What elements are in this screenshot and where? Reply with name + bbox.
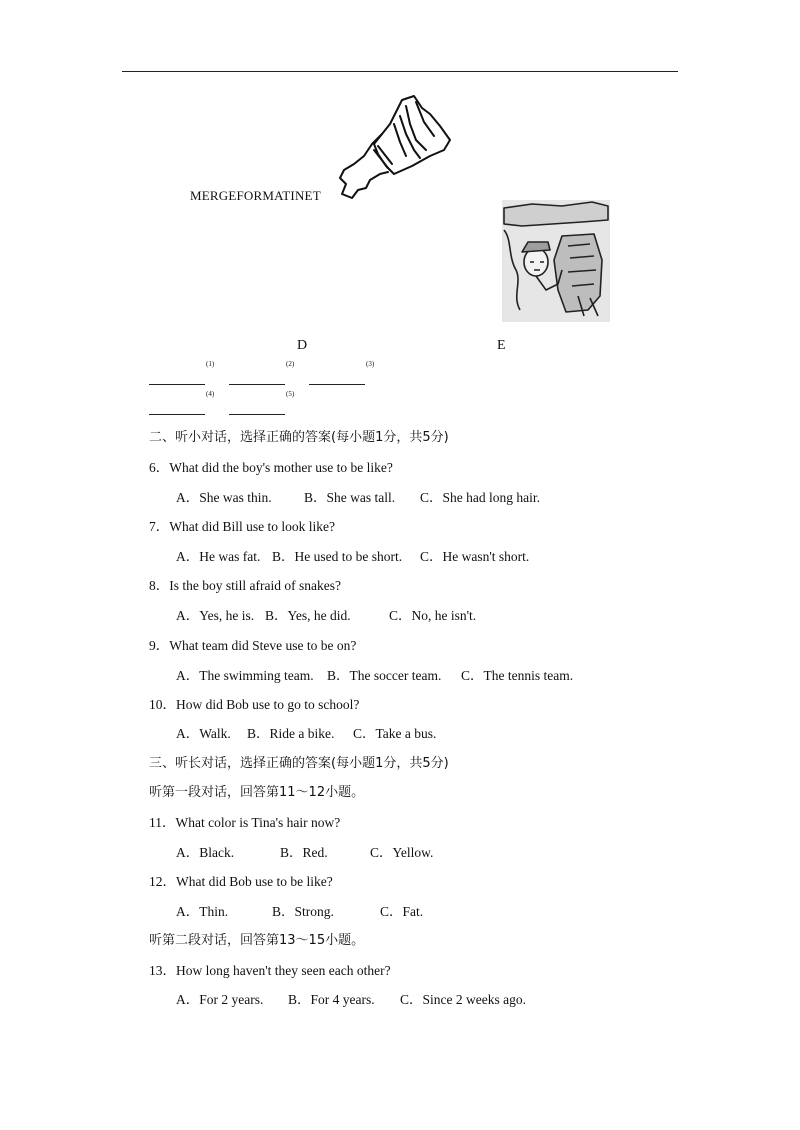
picture-d-dress — [330, 94, 452, 202]
question-8-option-a[interactable]: A．Yes, he is. — [176, 608, 255, 623]
question-13-option-a[interactable]: A．For 2 years. — [176, 992, 264, 1007]
question-6-option-c[interactable]: C．She had long hair. — [420, 490, 540, 505]
answer-blank-2[interactable]: (2) — [229, 367, 294, 381]
question-7-option-a[interactable]: A．He was fat. — [176, 549, 261, 564]
question-11-option-b[interactable]: B．Red. — [280, 845, 328, 860]
question-7-option-b[interactable]: B．He used to be short. — [272, 549, 403, 564]
caption-e: E — [497, 338, 506, 353]
question-9-stem: 9．What team did Steve use to be on? — [149, 638, 357, 653]
answer-blank-5[interactable]: (5) — [229, 397, 294, 411]
answer-blank-1[interactable]: (1) — [149, 367, 214, 381]
man-illustration — [502, 200, 610, 322]
question-11-stem: 11．What color is Tina's hair now? — [149, 815, 341, 830]
question-10-option-a[interactable]: A．Walk. — [176, 726, 231, 741]
question-12-option-b[interactable]: B．Strong. — [272, 904, 334, 919]
question-11-option-a[interactable]: A．Black. — [176, 845, 235, 860]
question-8-option-c[interactable]: C．No, he isn't. — [389, 608, 477, 623]
question-10-option-b[interactable]: B．Ride a bike. — [247, 726, 335, 741]
question-6-option-b[interactable]: B．She was tall. — [304, 490, 396, 505]
question-9-option-c[interactable]: C．The tennis team. — [461, 668, 574, 683]
picture-e-man — [502, 200, 610, 322]
question-7-option-c[interactable]: C．He wasn't short. — [420, 549, 530, 564]
question-10-stem: 10．How did Bob use to go to school? — [149, 697, 360, 712]
dialog-1-instruction: 听第一段对话，回答第11～12小题。 — [149, 785, 365, 800]
question-13-stem: 13．How long haven't they seen each other? — [149, 963, 391, 978]
section-2-title: 二、听小对话，选择正确的答案(每小题1分，共5分) — [149, 430, 449, 445]
question-6-option-a[interactable]: A．She was thin. — [176, 490, 272, 505]
question-10-option-c[interactable]: C．Take a bus. — [353, 726, 437, 741]
dialog-2-instruction: 听第二段对话，回答第13～15小题。 — [149, 933, 365, 948]
question-13-option-b[interactable]: B．For 4 years. — [288, 992, 375, 1007]
question-13-option-c[interactable]: C．Since 2 weeks ago. — [400, 992, 526, 1007]
question-9-option-b[interactable]: B．The soccer team. — [327, 668, 442, 683]
question-12-stem: 12．What did Bob use to be like? — [149, 874, 333, 889]
question-7-stem: 7．What did Bill use to look like? — [149, 519, 335, 534]
question-12-option-c[interactable]: C．Fat. — [380, 904, 424, 919]
question-12-option-a[interactable]: A．Thin. — [176, 904, 229, 919]
header-rule — [122, 71, 678, 72]
question-8-option-b[interactable]: B．Yes, he did. — [265, 608, 351, 623]
caption-d: D — [297, 338, 308, 353]
question-11-option-c[interactable]: C．Yellow. — [370, 845, 434, 860]
question-8-stem: 8．Is the boy still afraid of snakes? — [149, 578, 341, 593]
dress-illustration — [330, 94, 452, 202]
question-6-stem: 6．What did the boy's mother use to be like? — [149, 460, 393, 475]
section-3-title: 三、听长对话，选择正确的答案(每小题1分，共5分) — [149, 756, 449, 771]
question-9-option-a[interactable]: A．The swimming team. — [176, 668, 314, 683]
answer-blank-4[interactable]: (4) — [149, 397, 214, 411]
field-code-text: MERGEFORMATINET — [190, 188, 321, 203]
answer-blank-3[interactable]: (3) — [309, 367, 374, 381]
